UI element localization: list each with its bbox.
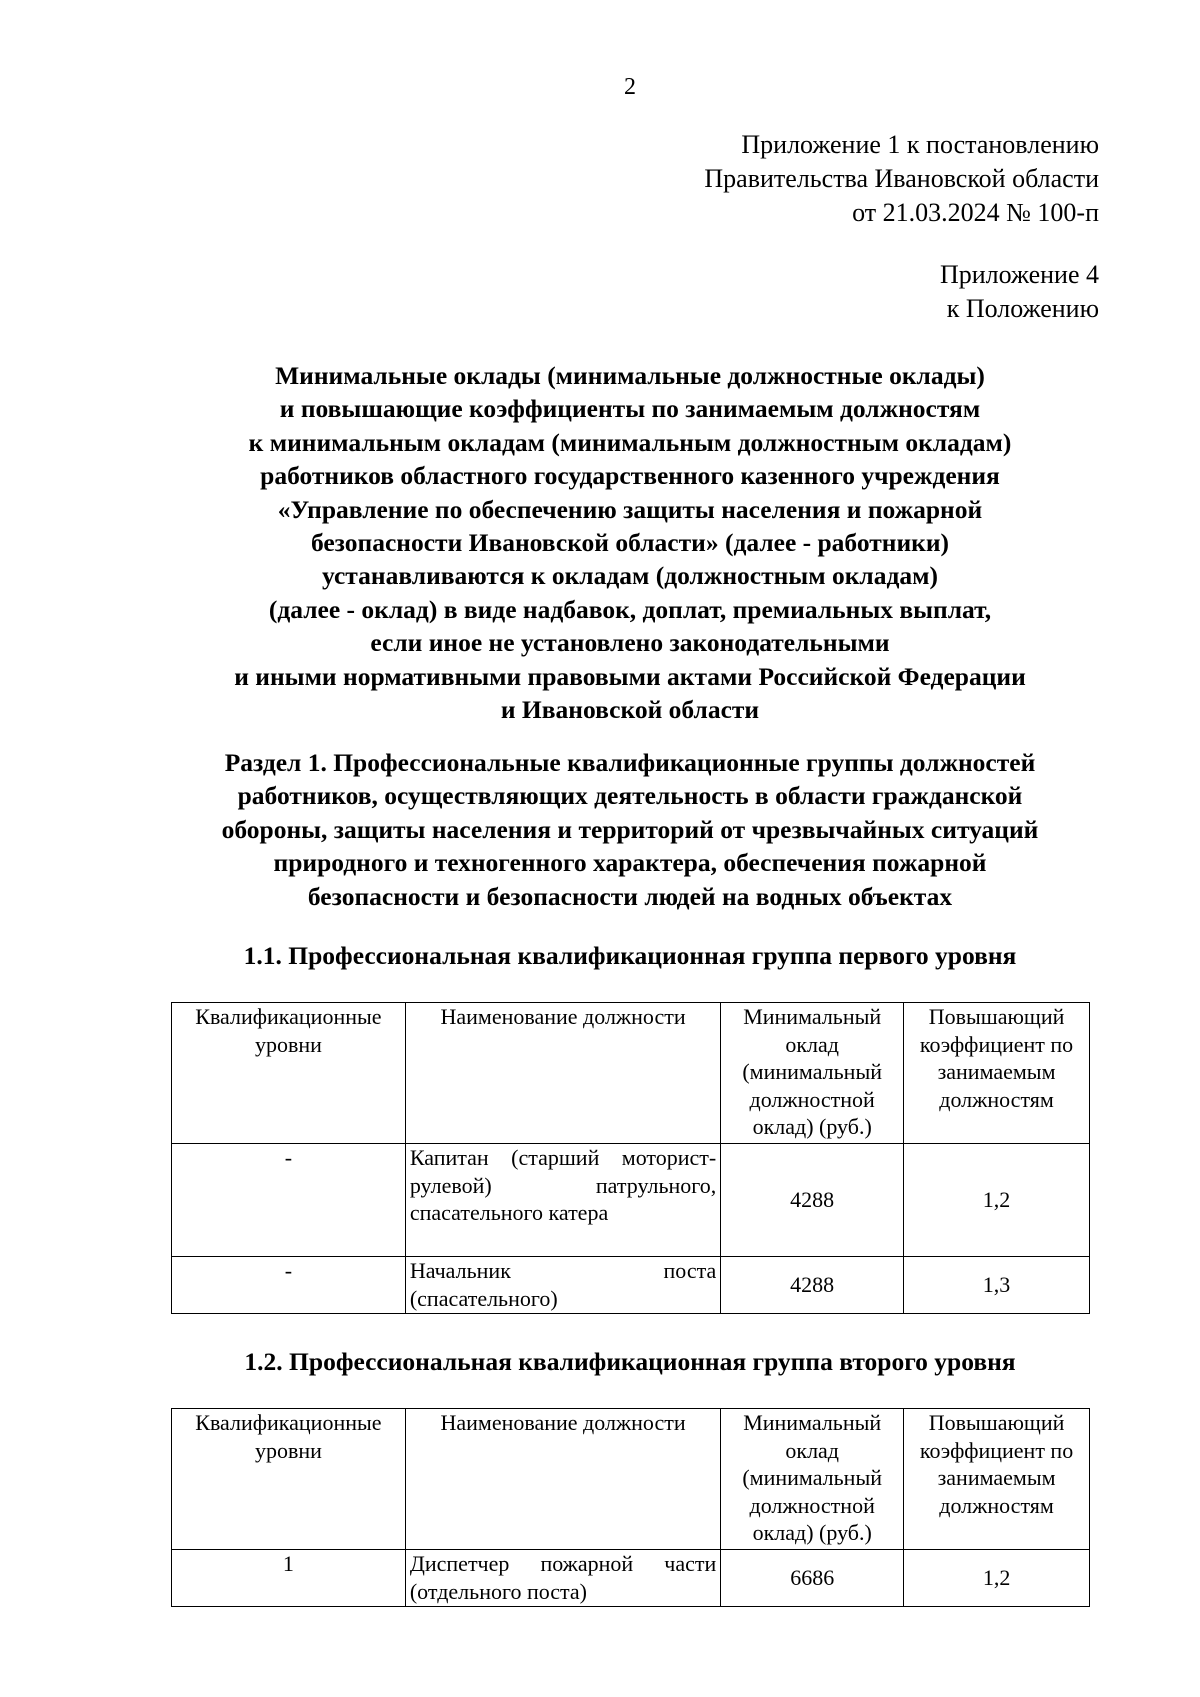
section-line: природного и техногенного характера, обеспечения пожарной [273,848,987,878]
table-row [172,1144,1090,1257]
header-salary: Минимальный оклад (минимальный должностной оклад) (руб.) [721,1409,904,1550]
header-level: Квалификационные уровни [172,1003,406,1144]
title-line: и повышающие коэффициенты по занимаемым должностям [279,394,981,424]
section-line: Раздел 1. Профессиональные квалификационные группы должностей [224,748,1036,777]
table-header-row [172,1003,1090,1144]
cell-coefficient: 1,2 [904,1144,1090,1257]
cell-coefficient: 1,2 [904,1550,1090,1607]
cell-coefficient: 1,3 [904,1257,1090,1314]
table-row [172,1550,1090,1607]
cell-salary: 4288 [721,1257,904,1314]
cell-level: - [172,1144,406,1257]
subsection-heading-2: 1.2. Профессиональная квалификационная группа второго уровня [244,1347,1016,1376]
title-line: и иными нормативными правовыми актами Российской Федерации [234,661,1026,691]
title-line: безопасности Ивановской области» (далее - работники) [310,528,950,558]
section-line: обороны, защиты населения и территорий от чрезвычайных ситуаций [221,814,1039,844]
appendix-reference-resolution [704,128,1099,230]
header-coefficient: Повышающий коэффициент по занимаемым должностям [904,1003,1090,1144]
qualification-table-level-2 [171,1408,1090,1607]
cell-salary: 4288 [721,1144,904,1257]
document-title [170,359,1090,726]
header-position: Наименование должности [405,1003,720,1144]
title-line: и Ивановской области [500,695,760,725]
title-line: к минимальным окладам (минимальным должностным окладам) [248,427,1012,457]
appendix-line: Приложение 4 [939,260,1099,289]
appendix-line: Правительства Ивановской области [704,164,1099,193]
section-line: безопасности и безопасности людей на водных объектах [307,881,953,911]
title-line: (далее - оклад) в виде надбавок, доплат, премиальных выплат, [268,594,992,624]
title-line: «Управление по обеспечению защиты населения и пожарной [277,494,983,524]
cell-position: Капитан (старший моторист-рулевой) патрульного, спасательного катера [405,1144,720,1257]
qualification-table-level-1 [171,1002,1090,1314]
title-line: если иное не установлено законодательными [370,628,890,658]
header-position: Наименование должности [405,1409,720,1550]
cell-level: - [172,1257,406,1314]
appendix-line: к Положению [946,294,1099,323]
header-coefficient: Повышающий коэффициент по занимаемым должностям [904,1409,1090,1550]
title-line: Минимальные оклады (минимальные должностные оклады) [275,361,985,390]
section-heading [170,746,1090,913]
table-row [172,1257,1090,1314]
appendix-reference-regulation [940,258,1099,326]
header-salary: Минимальный оклад (минимальный должностной оклад) (руб.) [721,1003,904,1144]
cell-salary: 6686 [721,1550,904,1607]
subsection-heading-1: 1.1. Профессиональная квалификационная группа первого уровня [243,941,1017,970]
section-line: работников, осуществляющих деятельность в области гражданской [237,781,1023,811]
title-line: работников областного государственного казенного учреждения [260,461,1000,491]
header-level: Квалификационные уровни [172,1409,406,1550]
cell-level: 1 [172,1550,406,1607]
appendix-line: Приложение 1 к постановлению [741,130,1099,159]
cell-position: Диспетчер пожарной части (отдельного поста) [405,1550,720,1607]
appendix-line: от 21.03.2024 № 100-п [852,198,1099,227]
page-number: 2 [624,74,636,100]
title-line: устанавливаются к окладам (должностным окладам) [322,561,938,591]
cell-position: Начальник поста (спасательного) [405,1257,720,1314]
table-header-row [172,1409,1090,1550]
